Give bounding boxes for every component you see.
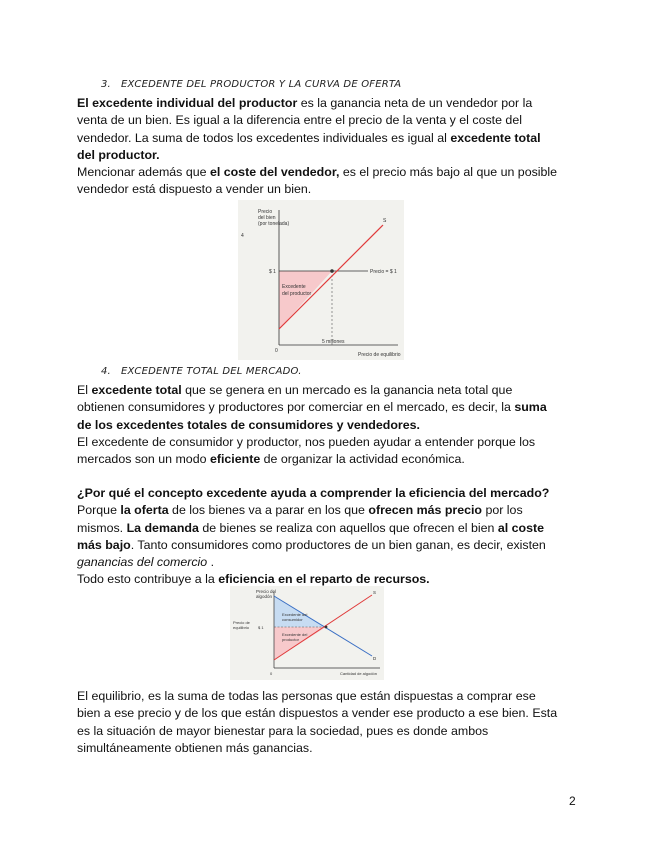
text: de organizar la actividad económica.	[260, 452, 465, 467]
text: es el precio más bajo al que un posible	[339, 165, 558, 180]
consumer-surplus-label-2: consumidor	[282, 617, 303, 622]
origin-label: 0	[275, 348, 278, 354]
text-line: El equilibrio, es la suma de todas las personas que están dispuestas a comprar ese	[77, 689, 536, 703]
term-demand: La demanda	[126, 520, 199, 535]
section-4-paragraph-1	[77, 382, 587, 468]
section-4-number: 4.	[101, 366, 111, 377]
region-label-2: del productor	[282, 291, 312, 297]
conclusion-paragraph	[77, 688, 587, 757]
text: Mencionar además que	[77, 165, 210, 180]
section-4-heading	[101, 366, 302, 377]
text: por los	[482, 503, 523, 518]
text-line: es la situación de mayor bienestar para la sociedad, pues es donde ambos	[77, 723, 489, 738]
price-tick-label: $ 1	[269, 269, 276, 275]
supply-curve-label: S	[373, 590, 377, 595]
efficiency-question: ¿Por qué el concepto excedente ayuda a comprender la eficiencia del mercado?	[77, 486, 550, 500]
section-3-title: EXCEDENTE DEL PRODUCTOR Y LA CURVA DE OFERTA	[121, 79, 402, 90]
total-surplus-figure	[230, 586, 384, 680]
text: Porque	[77, 503, 121, 518]
text: .	[207, 555, 215, 570]
demand-curve-label: D	[373, 656, 377, 661]
origin-label: 0	[270, 671, 273, 676]
y-axis-label-3: (por tonelada)	[258, 221, 290, 227]
producer-surplus-figure	[238, 200, 404, 360]
y-axis-label-1: Precio del	[256, 589, 277, 594]
x-axis-label: Cantidad de algodón	[340, 671, 377, 676]
term-higher-price: ofrecen más precio	[368, 503, 483, 518]
quantity-tick-label: 5 millones	[322, 339, 345, 345]
text: vendedor. La suma de todos los excedentes individuales es igual al	[77, 130, 451, 145]
y-axis-label-1: Precio	[258, 209, 273, 215]
text: que se genera en un mercado es la ganancia neta total que	[181, 383, 513, 397]
text-line: venta de un bien. Es igual a la diferencia entre el precio de la venta y el coste del	[77, 113, 522, 128]
supply-curve-label: S	[383, 218, 387, 224]
term-seller-cost: el coste del vendedor,	[209, 165, 340, 180]
text: de los bienes va a parar en los que	[168, 503, 369, 518]
text: Todo esto contribuye a la	[77, 572, 219, 587]
term-gains-from-trade: ganancias del comercio	[77, 555, 208, 570]
price-line-label: Precio = $ 1	[370, 269, 397, 275]
region-label-1: Excedente	[282, 284, 306, 290]
x-axis-label: Precio de equilibrio	[358, 352, 401, 358]
term-lowest-cost-cont: más bajo	[77, 537, 131, 552]
term-efficient: eficiente	[209, 452, 261, 467]
efficiency-paragraph	[77, 485, 587, 589]
equilibrium-price-label-1: Precio de	[233, 620, 250, 625]
text-line: simultáneamente obtienen más ganancias.	[77, 740, 313, 755]
producer-surplus-label-1: Excedente del	[282, 632, 308, 637]
y-axis-label-2: del bien	[258, 215, 276, 221]
equilibrium-point	[330, 269, 334, 273]
side-mark: 4	[241, 233, 244, 239]
term-efficiency: eficiencia en el reparto de recursos.	[218, 572, 430, 587]
text: es la ganancia neta de un vendedor por la	[297, 96, 533, 110]
section-3-number: 3.	[101, 79, 111, 90]
producer-surplus-label-2: productor	[282, 637, 299, 642]
equilibrium-price-value: $ 1	[258, 625, 264, 630]
text: de bienes se realiza con aquellos que ofrecen el bien	[198, 520, 498, 535]
term-sum: suma	[514, 400, 547, 415]
text: mercados son un modo	[77, 452, 210, 467]
term-lowest-cost: al coste	[497, 520, 545, 535]
term-total-surplus: excedente total	[91, 383, 182, 397]
section-4-title: EXCEDENTE TOTAL DEL MERCADO.	[121, 366, 302, 377]
term-total-producer-surplus: excedente total	[450, 130, 541, 145]
text: mismos.	[77, 520, 127, 535]
term-individual-producer-surplus: El excedente individual del productor	[77, 96, 298, 110]
section-3-heading	[101, 79, 401, 90]
text: . Tanto consumidores como productores de un bien ganan, es decir, existen	[130, 537, 546, 552]
y-axis-label-2: algodón	[256, 594, 273, 599]
term-total-producer-surplus-cont: del productor.	[77, 147, 160, 162]
page-number: 2	[569, 794, 576, 808]
text: obtienen consumidores y productores por comerciar en el mercado, es decir, la	[77, 400, 515, 415]
section-3-paragraph-1	[77, 95, 587, 199]
text: El	[77, 383, 92, 397]
term-supply: la oferta	[120, 503, 169, 518]
term-sum-cont: de los excedentes totales de consumidores y vendedores.	[77, 417, 420, 432]
equilibrium-price-label-2: equilibrio	[233, 625, 250, 630]
text-line: vendedor está dispuesto a vender un bien.	[77, 182, 312, 197]
consumer-surplus-label-1: Excedente del	[282, 612, 308, 617]
text-line: bien a ese precio y de los que están dispuestos a vender ese producto a ese bien. Esta	[77, 706, 558, 721]
equilibrium-point	[325, 626, 328, 629]
text-line: El excedente de consumidor y productor, nos pueden ayudar a entender porque los	[77, 434, 536, 449]
